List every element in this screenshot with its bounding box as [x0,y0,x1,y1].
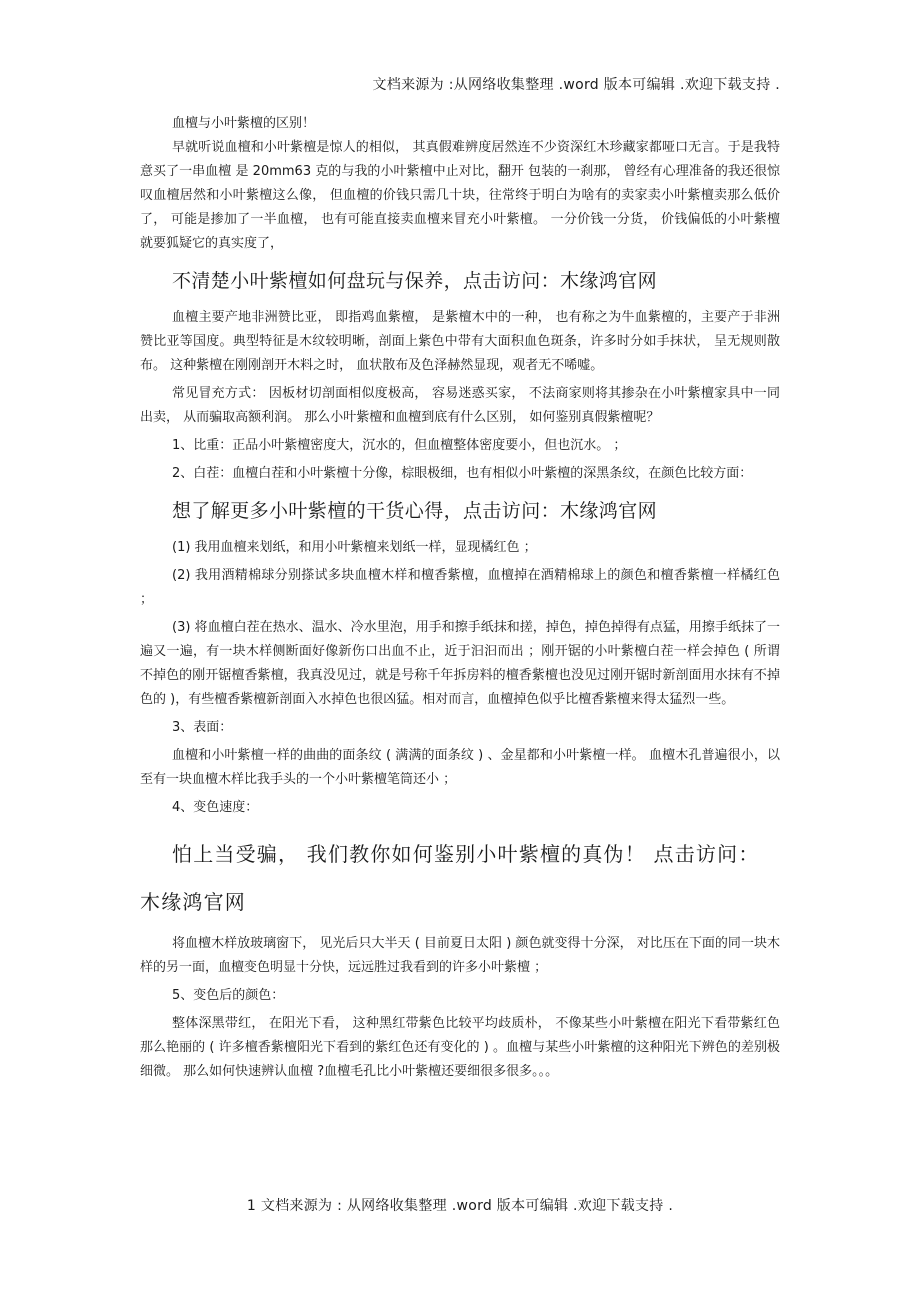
promo-link-1[interactable]: 不清楚小叶紫檀如何盘玩与保养，点击访问：木缘鸿官网 [172,270,658,292]
item-surface-text: 血檀和小叶紫檀一样的曲曲的面条纹 ( 满满的面条纹 ) 、金星都和小叶紫檀一样。 血檀木孔普遍很小，以至有一块血檀木样比我手头的一个小叶紫檀笔筒还小 ； [140,748,780,787]
item-sapwood: 2、白茬：血檀白茬和小叶紫檀十分像，棕眼极细，也有相似小叶紫檀的深黑条纹，在颜色比较方面： [172,466,753,481]
item-density: 1、比重：正品小叶紫檀密度大，沉水的，但血檀整体密度要小，但也沉水。 ； [172,438,627,453]
sub-item-1: (1) 我用血檀来划纸，和用小叶紫檀来划纸一样，显现橘红色 ； [172,540,537,555]
article-title: 血檀与小叶紫檀的区别！ [172,116,316,131]
page-footer: 1 文档来源为 : 从网络收集整理 .word 版本可编辑 .欢迎下载支持 . [246,1198,674,1214]
sub-item-2: (2) 我用酒精棉球分别搽试多块血檀木样和檀香紫檀，血檀掉在酒精棉球上的颜色和檀香紫檀一样橘红色 ； [140,568,780,607]
paragraph-origin: 血檀主要产地非洲赞比亚， 即指鸡血紫檀， 是紫檀木中的一种， 也有称之为牛血紫檀的，主要产于非洲赞比亚等国度。典型特征是木纹较明晰，剖面上紫色中带有大面积血色斑条，许多时分如手抹状， 呈无规则散布。 这种紫檀在刚刚剖开木料之时， 血状散布及色泽赫然显现，观者无不唏嘘。 [140,310,780,373]
sub-item-3: (3) 将血檀白茬在热水、温水、冷水里泡，用手和擦手纸抹和搓，掉色，掉色掉得有点猛，用擦手纸抹了一遍又一遍，有一块木样侧断面好像新伤口出血不止，近于汩汩而出 ；刚开锯的小叶紫檀白茬一样会掉色 ( 所谓不掉色的刚开锯檀香紫檀，我真没见过，就是号称千年拆房料的檀香紫檀也没见过刚开锯时新剖面用水抹有不掉色的 )，有些檀香紫檀新剖面入水掉色也很凶猛。相对而言，血檀掉色似乎比檀香紫檀来得太猛烈一些。 [140,620,780,707]
item-final-color-heading: 5、变色后的颜色： [172,988,285,1003]
paragraph-counterfeit: 常见冒充方式： 因板材切剖面相似度极高， 容易迷惑买家， 不法商家则将其掺杂在小叶紫檀家具中一同出卖， 从而骗取高额利润。 那么小叶紫檀和血檀到底有什么区别， 如何鉴别真假紫檀呢？ [140,386,780,425]
item-color-change-text: 将血檀木样放玻璃窗下， 见光后只大半天 ( 目前夏日太阳 ) 颜色就变得十分深， 对比压在下面的同一块木样的另一面，血檀变色明显十分快，远远胜过我看到的许多小叶紫檀 ； [140,936,780,975]
item-color-change-heading: 4、变色速度： [172,800,259,815]
promo-link-3[interactable]: 怕上当受骗， 我们教你如何鉴别小叶紫檀的真伪！ 点击访问：木缘鸿官网 [140,842,760,914]
item-final-color-text: 整体深黑带红， 在阳光下看， 这种黑红带紫色比较平均歧质朴， 不像某些小叶紫檀在阳光下看带紫红色那么艳丽的 ( 许多檀香紫檀阳光下看到的紫红色还有变化的 ) 。血檀与某些小叶紫檀的这种阳光下辨色的差别极细微。 那么如何快速辨认血檀 ?血檀毛孔比小叶紫檀还要细很多很多。。。 [140,1016,780,1079]
promo-link-2[interactable]: 想了解更多小叶紫檀的干货心得，点击访问：木缘鸿官网 [172,500,658,522]
intro-paragraph: 早就听说血檀和小叶紫檀是惊人的相似， 其真假难辨度居然连不少资深红木珍藏家都哑口无言。于是我特意买了一串血檀 是 20mm63 克的与我的小叶紫檀中止对比，翻开 包装的一刹那， 曾经有心理准备的我还很惊叹血檀居然和小叶紫檀这么像， 但血檀的价钱只需几十块，往常终于明白为啥有的卖家卖小叶紫檀卖那么低价了， 可能是掺加了一半血檀， 也有可能直接卖血檀来冒充小叶紫檀。 一分价钱一分货， 价钱偏低的小叶紫檀就要狐疑它的真实度了， [140,140,780,251]
item-surface-heading: 3、表面： [172,720,233,735]
page-header: 文档来源为 :从网络收集整理 .word 版本可编辑 .欢迎下载支持 . [372,77,780,93]
document-body [140,112,780,1084]
